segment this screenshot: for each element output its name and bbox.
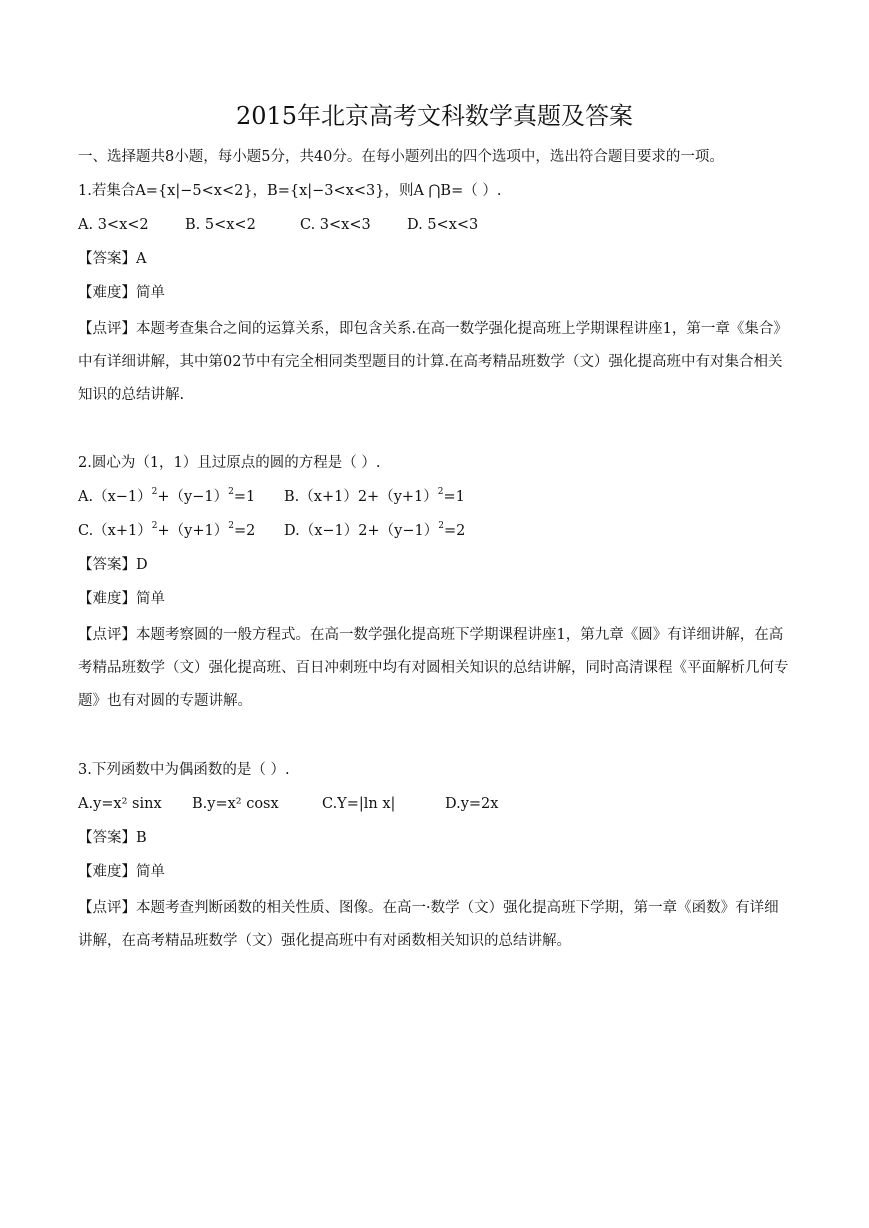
q3-option-d: D.y=2x bbox=[445, 796, 499, 812]
q3-option-c: C.Y=|ln x| bbox=[322, 796, 396, 812]
q2-option-d: $D.(x-1)2+(y-1)^2=2$ bbox=[284, 521, 466, 539]
q1-answer: 【答案】A bbox=[78, 251, 147, 267]
q3-difficulty: 【难度】简单 bbox=[78, 864, 165, 880]
q2-option-a: $A.(x-1)^2+(y-1)^2=1$ bbox=[78, 487, 256, 505]
q1-comment: 【点评】本题考查集合之间的运算关系，即包含关系.在高一数学强化提高班上学期课程讲座1，第一章《集合》中有详细讲解，其中第02节中有完全相同类型题目的计算.在高考精品班数学（文）强化提高班中有对集合相关知识的总结讲解. bbox=[78, 321, 788, 403]
q3-answer: 【答案】B bbox=[78, 830, 147, 846]
question-1-options bbox=[78, 214, 791, 236]
q3-option-a: A.y=x² sinx bbox=[78, 796, 162, 812]
question-3-stem: 3.下列函数中为偶函数的是（ ）. bbox=[78, 762, 290, 778]
question-2-options-row-1 bbox=[78, 486, 791, 508]
q2-comment: 【点评】本题考察圆的一般方程式。在高一数学强化提高班下学期课程讲座1，第九章《圆》有详细讲解，在高考精品班数学（文）强化提高班、百日冲刺班中均有对圆相关知识的总结讲解，同时高清课程《平面解析几何专题》也有对圆的专题讲解。 bbox=[78, 627, 789, 709]
page-title: 2015年北京高考文科数学真题及答案 bbox=[235, 102, 634, 130]
question-1-stem: 1.若集合A={x|−5<x<2}，B={x|−3<x<3}，则A ⋂B=（ ）. bbox=[78, 183, 502, 199]
q2-option-c: $C.(x+1)^2+(y+1)^2=2$ bbox=[78, 521, 256, 539]
question-2-stem: 2.圆心为（1，1）且过原点的圆的方程是（ ）. bbox=[78, 455, 381, 471]
section-intro: 一、选择题共8小题，每小题5分，共40分。在每小题列出的四个选项中，选出符合题目要求的一项。 bbox=[78, 149, 724, 165]
q3-comment: 【点评】本题考查判断函数的相关性质、图像。在高一·数学（文）强化提高班下学期，第一章《函数》有详细讲解，在高考精品班数学（文）强化提高班中有对函数相关知识的总结讲解。 bbox=[78, 900, 779, 949]
q1-option-b: B. 5<x<2 bbox=[185, 217, 256, 233]
q2-answer: 【答案】D bbox=[78, 557, 148, 573]
q1-option-c: C. 3<x<3 bbox=[300, 217, 371, 233]
q2-option-b: $B.(x+1)2+(y+1)^2=1$ bbox=[284, 487, 465, 505]
question-3-options bbox=[78, 793, 791, 815]
q3-option-b: B.y=x² cosx bbox=[192, 796, 279, 812]
q1-difficulty: 【难度】简单 bbox=[78, 285, 165, 301]
q2-difficulty: 【难度】简单 bbox=[78, 591, 165, 607]
question-2-options-row-2 bbox=[78, 520, 791, 542]
q1-option-d: D. 5<x<3 bbox=[407, 217, 479, 233]
q1-option-a: A. 3<x<2 bbox=[78, 217, 149, 233]
